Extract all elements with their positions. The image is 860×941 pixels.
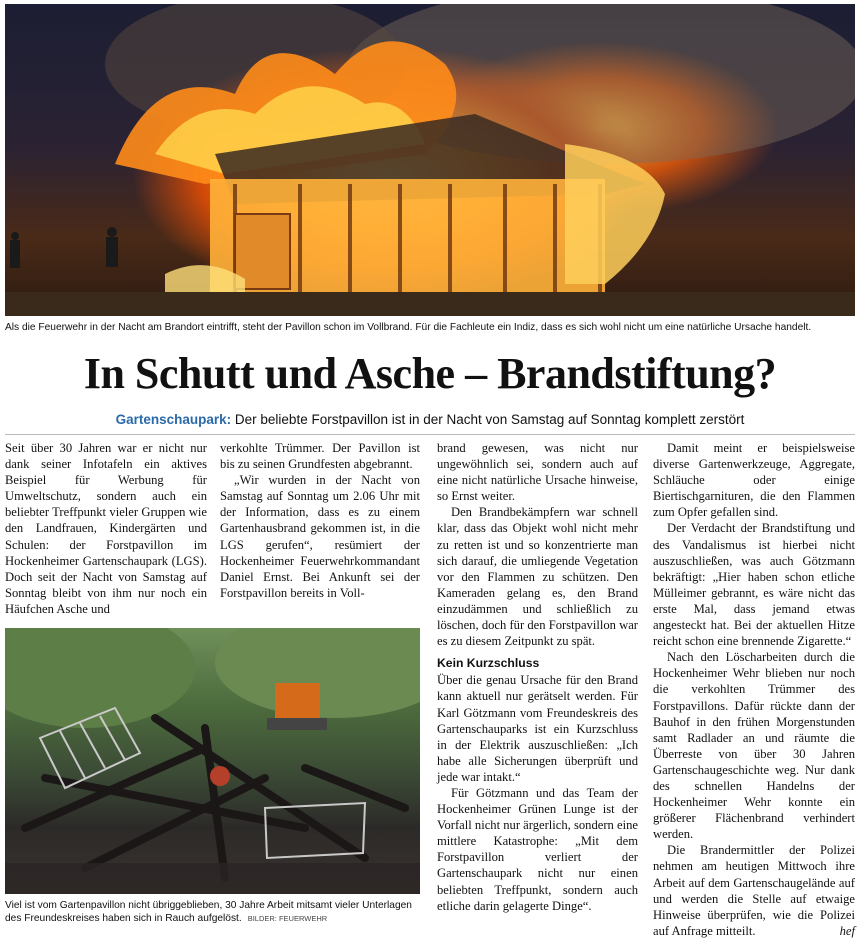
article-column-4: [653, 440, 855, 939]
paragraph: Der Verdacht der Brandstiftung und des Vandalismus ist hierbei nicht auszuschließen, was auch Götzmann bekräftigt: „Hier haben schon etliche Mülleimer gebrannt, es wäre nicht das erste Mal, dass jemand etwas angesteckt hat. Bei der aktuellen Hitze reicht schon eine brennende Zigarette.“: [653, 521, 855, 649]
paragraph: verkohlte Trümmer. Der Pavillon ist bis zu seinen Grundfesten abgebrannt.: [220, 441, 420, 472]
article-column-3: [437, 440, 638, 914]
paragraph: Damit meint er beispielsweise diverse Gartenwerkzeuge, Aggregate, Schläuche oder einige Biertischgarnituren, die den Flammen zum Opfer gefallen sind.: [653, 441, 855, 520]
photo-credit: BILDER: FEUERWEHR: [247, 914, 328, 923]
paragraph: Über die genau Ursache für den Brand kann aktuell nur gerätselt werden. Für Karl Götzmann vom Freundeskreis des Gartenschauparks ist ein Kurzschluss in der Elektrik auszuschließen: „Ich habe alle Sicherungen überprüft und jede war intakt.“: [437, 673, 638, 784]
paragraph: Seit über 30 Jahren war er nicht nur dank seiner Infotafeln ein aktives Beispiel für Werbung für Umweltschutz, sondern auch ein beliebter Treffpunkt vieler Gruppen wie den Landfrauen, Kindergärten und Schulen: der Forstpavillon im Hockenheimer Gartenschaupark (LGS). Doch seit der Nacht von Samstag auf Sonntag bleibt von ihm nur noch ein Häufchen Asche und: [5, 441, 207, 616]
burning-pavilion-illustration: [5, 4, 855, 316]
paragraph: Nach den Löscharbeiten durch die Hockenheimer Wehr blieben nur noch die verkohlten Trümmer des Forstpavillons. Dafür rückte dann der Bauhof in den frühen Morgenstunden samt Radlader an und räumte die Überreste von über 30 Jahren Gartenschaugeschichte weg. Nur dank des schnellen Handelns der Hockenheimer Wehr konnte ein größerer Flächenbrand verhindert werden.: [653, 650, 855, 842]
subheading-kein-kurzschluss: Kein Kurzschluss: [437, 656, 540, 671]
bottom-photo-caption-text: Viel ist vom Gartenpavillon nicht übriggeblieben, 30 Jahre Arbeit mitsamt vieler Unterlagen des Freundeskreises haben sich in Rauch aufgelöst.: [5, 900, 412, 924]
rubble-illustration: [5, 628, 420, 894]
top-photo-burning-pavilion: [5, 4, 855, 316]
kicker: Gartenschaupark:: [115, 412, 232, 427]
bottom-photo-rubble: [5, 628, 420, 894]
bottom-photo-caption: [5, 899, 420, 925]
divider: [5, 434, 855, 435]
headline: In Schutt und Asche – Brandstiftung?: [83, 349, 777, 398]
firefighter-figures: [10, 227, 118, 268]
paragraph-text: Die Brandermittler der Polizei nehmen am heutigen Mittwoch ihre Arbeit auf dem Gartenschaugelände auf und werden die Stelle auf etwaige Hinweise überprüfen, wie die Polizei auf Anfrage mitteilt.: [653, 843, 855, 938]
top-photo-caption: Als die Feuerwehr in der Nacht am Brandort eintrifft, steht der Pavillon schon im Vollbrand. Für die Fachleute ein Indiz, dass es sich wohl nicht um eine natürliche Ursache handelt.: [5, 322, 812, 333]
author-signature: hef: [839, 923, 855, 938]
article-column-2: [220, 440, 420, 601]
paragraph: brand gewesen, was nicht nur ungewöhnlich sei, sondern auch auf eine nicht natürliche Ursache hinweise, so Ernst weiter.: [437, 441, 638, 504]
subheadline-text: Der beliebte Forstpavillon ist in der Nacht von Samstag auf Sonntag komplett zerstört: [234, 412, 745, 427]
paragraph: [653, 842, 855, 939]
article-column-1: [5, 440, 207, 617]
paragraph: „Wir wurden in der Nacht von Samstag auf Sonntag um 2.06 Uhr mit der Information, dass es zu einem Gartenhausbrand gekommen ist, in die LGS gerufen“, resümiert der Hockenheimer Feuerwehrkommandant Daniel Ernst. Bei Ankunft sei der Forstpavillon bereits in Voll-: [220, 473, 420, 600]
paragraph: Für Götzmann und das Team der Hockenheimer Grünen Lunge ist der Vorfall nicht nur ärgerlich, sondern eine mittlere Katastrophe: „Mit dem Forstpavillon verliert der Gartenschaupark nicht nur einen beliebten Treffpunkt, sondern auch etliche darin gelagerte Dinge“.: [437, 785, 638, 913]
subheadline: [0, 411, 860, 429]
paragraph: Den Brandbekämpfern war schnell klar, dass das Objekt wohl nicht mehr zu retten ist und so konzentrierte man sich darauf, die umliegende Vegetation vor den Flammen zu schützen. Den Kameraden gelang es, den Brand einzudämmen und schließlich zu löschen, doch für den Forstpavillon war es zu diesem Zeitpunkt zu spät.: [437, 505, 638, 649]
